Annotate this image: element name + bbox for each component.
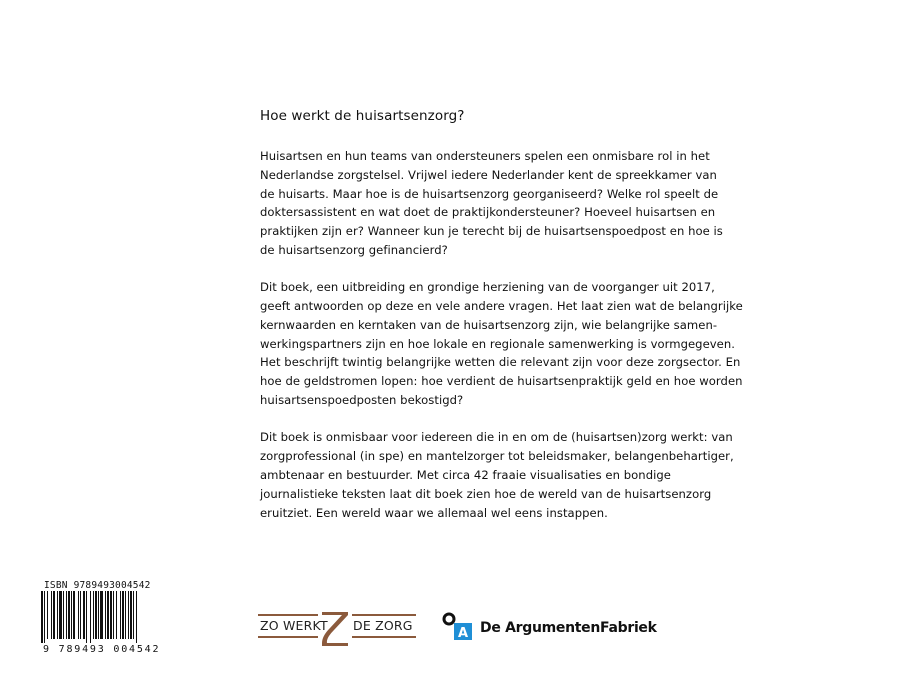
paragraph-line: journalistieke teksten laat dit boek zien hoe de wereld van de huisartsenzorg	[260, 486, 712, 501]
paragraph-line: doktersassistent en wat doet de praktijkondersteuner? Hoeveel huisartsen en	[260, 205, 716, 220]
page-title: Hoe werkt de huisartsenzorg?	[260, 108, 465, 124]
paragraph-line: geeft antwoorden op deze en vele andere vragen. Het laat zien wat de belangrijke	[260, 299, 743, 314]
body-paragraphs	[260, 147, 743, 522]
isbn-digits: 9 789493 004542	[43, 644, 161, 655]
paragraph-line: de huisarts. Maar hoe is de huisartsenzorg georganiseerd? Welke rol speelt de	[260, 186, 719, 201]
barcode-bars	[40, 591, 138, 643]
zo-werkt-de-zorg-logo	[258, 606, 416, 650]
logo-right-text: DE ZORG	[353, 618, 413, 633]
paragraph-line: Dit boek is onmisbaar voor iedereen die in en om de (huisartsen)zorg werkt: van	[260, 430, 733, 445]
paragraph-line: Nederlandse zorgstelsel. Vrijwel iedere Nederlander kent de spreekkamer van	[260, 167, 717, 182]
body-paragraph	[260, 278, 743, 410]
logo-left-text: ZO WERKT	[260, 618, 328, 633]
paragraph-line: huisartsenspoedposten bekostigd?	[260, 393, 464, 408]
paragraph-line: zorgprofessional (in spe) en mantelzorger tot beleidsmaker, belangenbehartiger,	[260, 449, 734, 464]
argumentenfabriek-icon	[442, 612, 476, 642]
paragraph-line: hoe de geldstromen lopen: hoe verdient de huisartsenpraktijk geld en hoe worden	[260, 374, 743, 389]
paragraph-line: Dit boek, een uitbreiding en grondige herziening van de voorganger uit 2017,	[260, 280, 715, 295]
back-cover-text	[260, 106, 743, 541]
paragraph-line: eruitziet. Een wereld waar we allemaal wel eens instappen.	[260, 505, 608, 520]
paragraph-line: de huisartsenzorg gefinancierd?	[260, 242, 448, 257]
paragraph-line: ambtenaar en bestuurder. Met circa 42 fraaie visualisaties en bondige	[260, 467, 671, 482]
body-paragraph	[260, 428, 734, 522]
body-paragraph	[260, 147, 723, 260]
paragraph-line: Huisartsen en hun teams van ondersteuners spelen een onmisbare rol in het	[260, 149, 710, 163]
paragraph-line: Het beschrijft twintig belangrijke wetten die relevant zijn voor deze zorgsector. En	[260, 355, 741, 370]
paragraph-line: werkingspartners zijn en hoe lokale en regionale samenwerking is vormgegeven.	[260, 336, 735, 351]
argumentenfabriek-name: De ArgumentenFabriek	[480, 620, 657, 636]
paragraph-line: kernwaarden en kerntaken van de huisartsenzorg zijn, wie belangrijke samen-	[260, 317, 718, 332]
isbn-barcode	[40, 580, 161, 660]
z-mark-icon	[318, 606, 352, 650]
isbn-label: ISBN 9789493004542	[44, 580, 151, 591]
svg-text:A: A	[457, 626, 469, 641]
paragraph-line: praktijken zijn er? Wanneer kun je terecht bij de huisartsenspoedpost en hoe is	[260, 224, 723, 239]
